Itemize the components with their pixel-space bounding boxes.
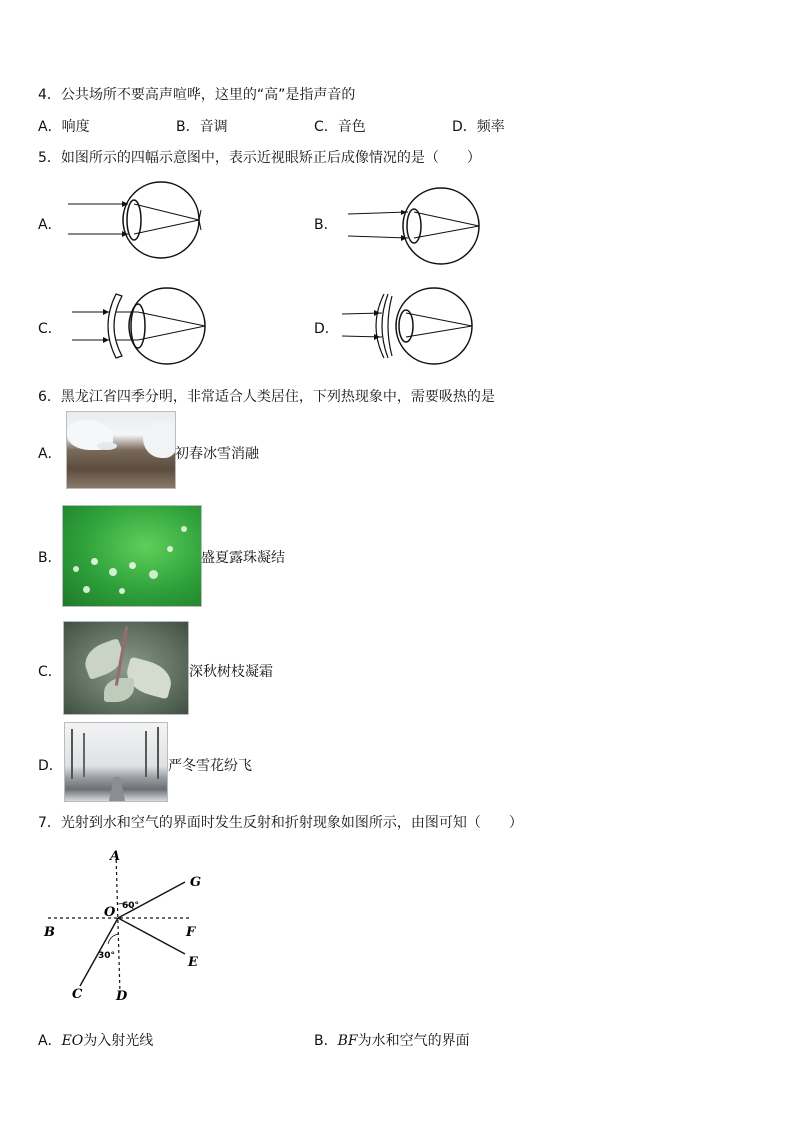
- q4-stem: 4．公共场所不要高声喧哗，这里的“高”是指声音的: [38, 87, 356, 103]
- q7-stem: 7．光射到水和空气的界面时发生反射和折射现象如图所示，由图可知（ ）: [38, 815, 523, 831]
- label-b: B: [44, 925, 55, 940]
- q6-option-b-label[interactable]: B．: [38, 550, 62, 566]
- label-a: A: [110, 849, 121, 864]
- frosted-branch-photo: [63, 621, 189, 715]
- snowy-road-photo: [64, 722, 168, 802]
- label-o: O: [104, 905, 116, 920]
- q7-option-a-text: 为入射光线: [83, 1033, 154, 1049]
- q6-stem: 6．黑龙江省四季分明，非常适合人类居住，下列热现象中，需要吸热的是: [38, 389, 495, 405]
- q4-option-c[interactable]: C．音色: [314, 119, 366, 135]
- q4-option-a[interactable]: A．响度: [38, 119, 90, 135]
- label-c: C: [72, 987, 83, 1002]
- q6-option-a-label[interactable]: A．: [38, 446, 62, 462]
- melting-snow-photo: [66, 411, 176, 489]
- label-e: E: [188, 955, 198, 970]
- q4-option-b[interactable]: B．音调: [176, 119, 228, 135]
- q5-eye-diagram-c: [70, 286, 210, 370]
- q5-option-a-label[interactable]: A．: [38, 217, 62, 233]
- q7-option-a[interactable]: [38, 1030, 153, 1050]
- q7-option-b-text: 为水和空气的界面: [357, 1033, 470, 1049]
- q4-option-d[interactable]: D．频率: [452, 119, 505, 135]
- label-d: D: [116, 989, 128, 1004]
- q7-option-a-label: A．: [38, 1033, 62, 1049]
- q7-option-b-var: BF: [337, 1033, 358, 1049]
- q6-caption-b: 盛夏露珠凝结: [201, 550, 285, 566]
- q5-option-b-label[interactable]: B．: [314, 217, 338, 233]
- label-f: F: [186, 925, 196, 940]
- q5-option-d-label[interactable]: D．: [314, 321, 339, 337]
- q5-eye-diagram-d: [340, 286, 480, 370]
- q6-option-d-label[interactable]: D．: [38, 758, 63, 774]
- dew-drops-photo: [62, 505, 202, 607]
- q6-option-c-label[interactable]: C．: [38, 664, 62, 680]
- q7-reflection-refraction-diagram: [40, 846, 220, 1006]
- q5-eye-diagram-b: [346, 186, 486, 268]
- q5-stem: 5．如图所示的四幅示意图中，表示近视眼矫正后成像情况的是（ ）: [38, 150, 481, 166]
- q7-option-a-var: EO: [61, 1033, 84, 1049]
- label-angle-60: 60°: [122, 901, 140, 911]
- q6-caption-c: 深秋树枝凝霜: [189, 664, 273, 680]
- q5-eye-diagram-a: [66, 180, 206, 270]
- q5-option-c-label[interactable]: C．: [38, 321, 62, 337]
- q6-caption-d: 严冬雪花纷飞: [168, 758, 252, 774]
- label-g: G: [190, 875, 202, 890]
- q6-caption-a: 初春冰雪消融: [175, 446, 259, 462]
- label-angle-30: 30°: [98, 951, 116, 961]
- q7-option-b[interactable]: [314, 1030, 470, 1050]
- q7-option-b-label: B．: [314, 1033, 338, 1049]
